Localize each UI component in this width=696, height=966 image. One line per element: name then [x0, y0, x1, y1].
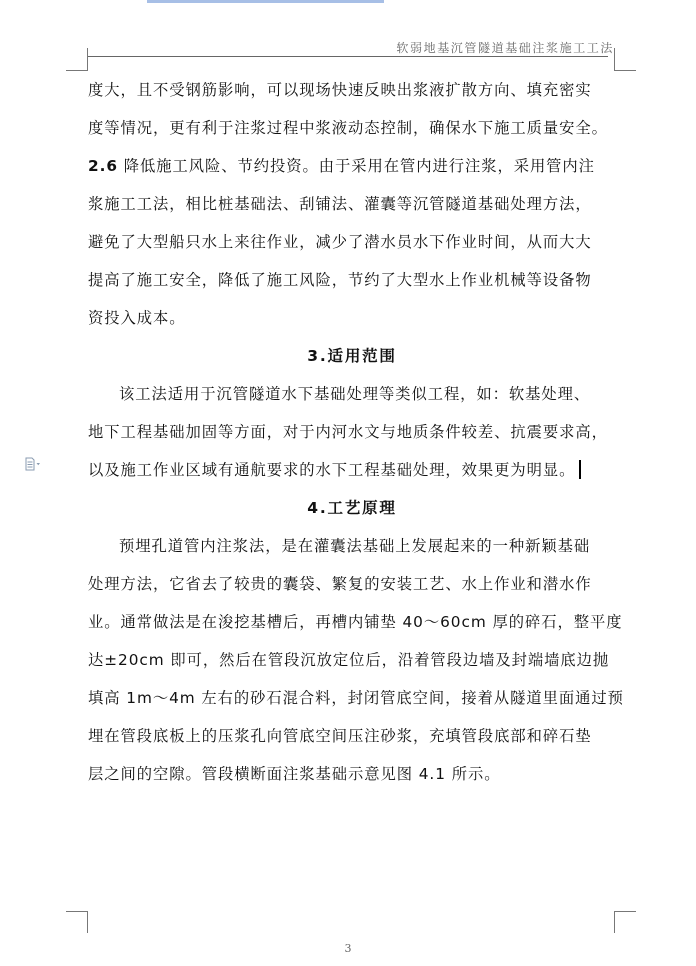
section-heading-4: 4.工艺原理	[307, 499, 397, 517]
body-line-with-cursor[interactable]	[88, 456, 616, 494]
body-line: 埋在管段底板上的压浆孔向管底空间压注砂浆，充填管段底部和碎石垫	[88, 727, 592, 745]
crop-mark-bottom-right-h	[614, 911, 636, 912]
body-line: 填高 1m～4m 左右的砂石混合料，封闭管底空间，接着从隧道里面通过预	[88, 689, 624, 707]
page-number: 3	[344, 942, 352, 955]
crop-mark-top-right-v	[614, 48, 615, 70]
body-line: 地下工程基础加固等方面，对于内河水文与地质条件较差、抗震要求高，	[88, 423, 608, 441]
item-text: 降低施工风险、节约投资。由于采用在管内进行注浆，采用管内注	[117, 157, 595, 175]
crop-mark-top-left-v	[87, 48, 88, 70]
item-number: 2.6	[88, 157, 118, 175]
body-line: 该工法适用于沉管隧道水下基础处理等类似工程，如：软基处理、	[119, 385, 591, 403]
body-line: 资投入成本。	[88, 309, 186, 327]
body-line-text: 以及施工作业区域有通航要求的水下工程基础处理，效果更为明显。	[88, 461, 576, 479]
crop-mark-bottom-left-v	[87, 911, 88, 933]
body-line: 层之间的空隙。管段横断面注浆基础示意见图 4.1 所示。	[88, 765, 501, 783]
document-body	[88, 76, 624, 798]
document-icon[interactable]	[25, 456, 41, 470]
body-line: 处理方法，它省去了较贵的囊袋、繁复的安装工艺、水上作业和潜水作	[88, 575, 592, 593]
body-line: 避免了大型船只水上来往作业，减少了潜水员水下作业时间，从而大大	[88, 233, 592, 251]
text-cursor	[579, 460, 581, 479]
crop-mark-bottom-right-v	[614, 911, 615, 933]
body-line: 度大，且不受钢筋影响，可以现场快速反映出浆液扩散方向、填充密实	[88, 81, 592, 99]
top-accent-bar	[147, 0, 384, 3]
body-line: 浆施工工法，相比桩基础法、刮铺法、灌囊等沉管隧道基础处理方法，	[88, 195, 592, 213]
body-line: 提高了施工安全，降低了施工风险，节约了大型水上作业机械等设备物	[88, 271, 592, 289]
crop-mark-bottom-left-h	[66, 911, 88, 912]
crop-mark-top-right-h	[614, 70, 636, 71]
section-heading-3: 3.适用范围	[307, 347, 397, 365]
list-item-2-6	[88, 152, 616, 190]
running-header: 软弱地基沉管隧道基础注浆施工工法	[396, 41, 614, 55]
crop-mark-top-left-h	[66, 70, 88, 71]
header-rule	[88, 56, 608, 57]
body-line: 预埋孔道管内注浆法，是在灌囊法基础上发展起来的一种新颖基础	[119, 537, 591, 555]
body-line: 度等情况，更有利于注浆过程中浆液动态控制，确保水下施工质量安全。	[88, 119, 608, 137]
body-line: 达±20cm 即可，然后在管段沉放定位后，沿着管段边墙及封端墙底边抛	[88, 651, 610, 669]
body-line: 业。通常做法是在浚挖基槽后，再槽内铺垫 40～60cm 厚的碎石，整平度	[88, 613, 623, 631]
